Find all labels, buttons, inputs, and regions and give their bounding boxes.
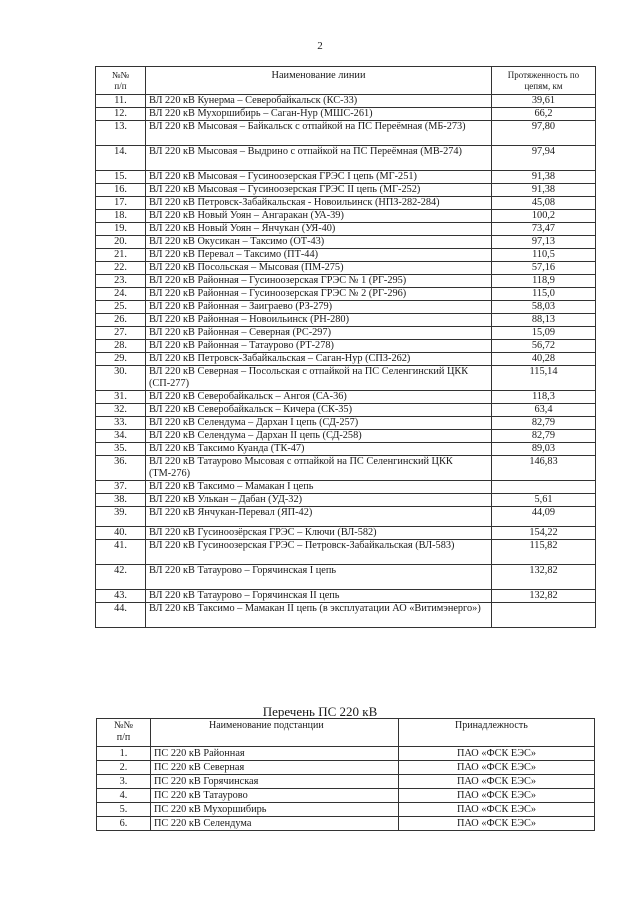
line-length: 132,82 <box>492 590 596 603</box>
row-number: 33. <box>96 417 146 430</box>
line-length: 56,72 <box>492 340 596 353</box>
line-length: 40,28 <box>492 353 596 366</box>
line-name: ВЛ 220 кВ Гусиноозерская ГРЭС – Петровск-Забайкальская (ВЛ-583) <box>146 540 492 565</box>
line-length: 110,5 <box>492 249 596 262</box>
col-header-num: №№ п/п <box>96 67 146 95</box>
table-row <box>96 275 596 288</box>
table-row <box>96 366 596 391</box>
line-name: ВЛ 220 кВ Районная – Заиграево (РЗ-279) <box>146 301 492 314</box>
line-length: 100,2 <box>492 210 596 223</box>
line-length: 44,09 <box>492 507 596 527</box>
line-name: ВЛ 220 кВ Улькан – Дабан (УД-32) <box>146 494 492 507</box>
col-header-line-name: Наименование линии <box>146 67 492 95</box>
line-name: ВЛ 220 кВ Мухоршибирь – Саган-Нур (МШС-261) <box>146 108 492 121</box>
line-length: 82,79 <box>492 417 596 430</box>
line-length: 58,03 <box>492 301 596 314</box>
row-number: 3. <box>97 775 151 789</box>
substation-owner: ПАО «ФСК ЕЭС» <box>399 803 595 817</box>
line-name: ВЛ 220 кВ Таксимо – Мамакан I цепь <box>146 481 492 494</box>
table-row <box>96 481 596 494</box>
line-name: ВЛ 220 кВ Кунерма – Северобайкальск (КС-33) <box>146 95 492 108</box>
line-length: 82,79 <box>492 430 596 443</box>
row-number: 35. <box>96 443 146 456</box>
col-header-substation-name: Наименование подстанции <box>151 719 399 747</box>
substation-name: ПС 220 кВ Районная <box>151 747 399 761</box>
line-name: ВЛ 220 кВ Селендума – Дархан II цепь (СД-258) <box>146 430 492 443</box>
table-row <box>96 340 596 353</box>
col-header-length: Протяженность по цепям, км <box>492 67 596 95</box>
line-length: 88,13 <box>492 314 596 327</box>
row-number: 14. <box>96 146 146 171</box>
row-number: 32. <box>96 404 146 417</box>
table-row <box>96 353 596 366</box>
line-name: ВЛ 220 кВ Мысовая – Выдрино с отпайкой на ПС Переёмная (МВ-274) <box>146 146 492 171</box>
table-row <box>96 391 596 404</box>
line-length: 89,03 <box>492 443 596 456</box>
row-number: 39. <box>96 507 146 527</box>
row-number: 6. <box>97 817 151 831</box>
row-number: 44. <box>96 603 146 628</box>
power-lines-table <box>95 66 596 628</box>
line-name: ВЛ 220 кВ Окусикан – Таксимо (ОТ-43) <box>146 236 492 249</box>
line-length: 115,82 <box>492 540 596 565</box>
row-number: 28. <box>96 340 146 353</box>
line-length: 97,80 <box>492 121 596 146</box>
row-number: 15. <box>96 171 146 184</box>
row-number: 30. <box>96 366 146 391</box>
line-name: ВЛ 220 кВ Районная – Гусиноозерская ГРЭС № 1 (РГ-295) <box>146 275 492 288</box>
table-row <box>96 249 596 262</box>
table-row <box>97 761 595 775</box>
row-number: 40. <box>96 527 146 540</box>
line-name: ВЛ 220 кВ Татаурово Мысовая с отпайкой на ПС Селенгинский ЦКК (ТМ-276) <box>146 456 492 481</box>
line-name: ВЛ 220 кВ Районная – Северная (РС-297) <box>146 327 492 340</box>
row-number: 26. <box>96 314 146 327</box>
line-length: 57,16 <box>492 262 596 275</box>
table-row <box>96 210 596 223</box>
line-length: 91,38 <box>492 184 596 197</box>
table-row <box>96 95 596 108</box>
line-name: ВЛ 220 кВ Мысовая – Гусиноозерская ГРЭС I цепь (МГ-251) <box>146 171 492 184</box>
line-name: ВЛ 220 кВ Таксимо – Мамакан II цепь (в эксплуатации АО «Витимэнерго») <box>146 603 492 628</box>
table-row <box>97 817 595 831</box>
row-number: 18. <box>96 210 146 223</box>
table-row <box>96 184 596 197</box>
line-name: ВЛ 220 кВ Янчукан-Перевал (ЯП-42) <box>146 507 492 527</box>
row-number: 31. <box>96 391 146 404</box>
line-length: 132,82 <box>492 565 596 590</box>
line-name: ВЛ 220 кВ Татаурово – Горячинская II цепь <box>146 590 492 603</box>
table-row <box>96 121 596 146</box>
line-length: 97,13 <box>492 236 596 249</box>
substations-title: Перечень ПС 220 кВ <box>262 704 378 719</box>
line-name: ВЛ 220 кВ Районная – Татаурово (РТ-278) <box>146 340 492 353</box>
substation-owner: ПАО «ФСК ЕЭС» <box>399 789 595 803</box>
row-number: 20. <box>96 236 146 249</box>
line-name: ВЛ 220 кВ Татаурово – Горячинская I цепь <box>146 565 492 590</box>
col-header-owner: Принадлежность <box>399 719 595 747</box>
substation-owner: ПАО «ФСК ЕЭС» <box>399 775 595 789</box>
table-row <box>96 507 596 527</box>
row-number: 19. <box>96 223 146 236</box>
table-row <box>96 288 596 301</box>
line-length <box>492 603 596 628</box>
table-row <box>96 527 596 540</box>
table-row <box>96 494 596 507</box>
substation-owner: ПАО «ФСК ЕЭС» <box>399 817 595 831</box>
line-name: ВЛ 220 кВ Северобайкальск – Кичера (СК-35) <box>146 404 492 417</box>
row-number: 37. <box>96 481 146 494</box>
table-row <box>96 590 596 603</box>
row-number: 16. <box>96 184 146 197</box>
row-number: 11. <box>96 95 146 108</box>
table-row <box>96 108 596 121</box>
row-number: 25. <box>96 301 146 314</box>
line-length: 154,22 <box>492 527 596 540</box>
line-length: 146,83 <box>492 456 596 481</box>
line-name: ВЛ 220 кВ Северная – Посольская с отпайкой на ПС Селенгинский ЦКК (СП-277) <box>146 366 492 391</box>
substation-name: ПС 220 кВ Селендума <box>151 817 399 831</box>
line-length: 115,14 <box>492 366 596 391</box>
row-number: 5. <box>97 803 151 817</box>
line-name: ВЛ 220 кВ Таксимо Куанда (ТК-47) <box>146 443 492 456</box>
table-row <box>96 236 596 249</box>
table-row <box>96 301 596 314</box>
line-name: ВЛ 220 кВ Перевал – Таксимо (ПТ-44) <box>146 249 492 262</box>
table-row <box>96 327 596 340</box>
table-row <box>96 540 596 565</box>
table-row <box>96 171 596 184</box>
row-number: 24. <box>96 288 146 301</box>
line-name: ВЛ 220 кВ Мысовая – Байкальск с отпайкой на ПС Переёмная (МБ-273) <box>146 121 492 146</box>
substation-name: ПС 220 кВ Северная <box>151 761 399 775</box>
line-length: 15,09 <box>492 327 596 340</box>
substations-table <box>96 718 595 831</box>
row-number: 2. <box>97 761 151 775</box>
line-name: ВЛ 220 кВ Новый Уоян – Янчукан (УЯ-40) <box>146 223 492 236</box>
table-row <box>97 747 595 761</box>
row-number: 34. <box>96 430 146 443</box>
line-length: 63,4 <box>492 404 596 417</box>
row-number: 41. <box>96 540 146 565</box>
line-length: 5,61 <box>492 494 596 507</box>
row-number: 36. <box>96 456 146 481</box>
table-row <box>96 146 596 171</box>
line-name: ВЛ 220 кВ Селендума – Дархан I цепь (СД-257) <box>146 417 492 430</box>
table-row <box>96 223 596 236</box>
line-length: 115,0 <box>492 288 596 301</box>
line-length: 118,3 <box>492 391 596 404</box>
table-row <box>96 197 596 210</box>
page-number: 2 <box>317 40 323 52</box>
table-row <box>96 262 596 275</box>
row-number: 13. <box>96 121 146 146</box>
row-number: 1. <box>97 747 151 761</box>
line-name: ВЛ 220 кВ Мысовая – Гусиноозерская ГРЭС II цепь (МГ-252) <box>146 184 492 197</box>
table-row <box>96 456 596 481</box>
line-name: ВЛ 220 кВ Гусиноозёрская ГРЭС – Ключи (ВЛ-582) <box>146 527 492 540</box>
row-number: 23. <box>96 275 146 288</box>
substation-name: ПС 220 кВ Татаурово <box>151 789 399 803</box>
line-name: ВЛ 220 кВ Новый Уоян – Ангаракан (УА-39) <box>146 210 492 223</box>
row-number: 22. <box>96 262 146 275</box>
line-length: 118,9 <box>492 275 596 288</box>
col-header-num: №№ п/п <box>97 719 151 747</box>
table-row <box>96 603 596 628</box>
row-number: 12. <box>96 108 146 121</box>
line-length <box>492 481 596 494</box>
row-number: 4. <box>97 789 151 803</box>
substation-name: ПС 220 кВ Горячинская <box>151 775 399 789</box>
row-number: 42. <box>96 565 146 590</box>
line-name: ВЛ 220 кВ Петровск-Забайкальская – Саган-Нур (СПЗ-262) <box>146 353 492 366</box>
table-row <box>96 417 596 430</box>
line-length: 45,08 <box>492 197 596 210</box>
line-name: ВЛ 220 кВ Районная – Новоильинск (РН-280) <box>146 314 492 327</box>
row-number: 21. <box>96 249 146 262</box>
row-number: 43. <box>96 590 146 603</box>
row-number: 38. <box>96 494 146 507</box>
line-length: 39,61 <box>492 95 596 108</box>
substation-owner: ПАО «ФСК ЕЭС» <box>399 761 595 775</box>
line-length: 97,94 <box>492 146 596 171</box>
substation-owner: ПАО «ФСК ЕЭС» <box>399 747 595 761</box>
table-row <box>96 430 596 443</box>
row-number: 27. <box>96 327 146 340</box>
line-name: ВЛ 220 кВ Посольская – Мысовая (ПМ-275) <box>146 262 492 275</box>
table-row <box>97 775 595 789</box>
line-length: 91,38 <box>492 171 596 184</box>
row-number: 29. <box>96 353 146 366</box>
line-name: ВЛ 220 кВ Петровск-Забайкальская - Новоильинск (НПЗ-282-284) <box>146 197 492 210</box>
line-length: 66,2 <box>492 108 596 121</box>
substation-name: ПС 220 кВ Мухоршибирь <box>151 803 399 817</box>
line-length: 73,47 <box>492 223 596 236</box>
line-name: ВЛ 220 кВ Северобайкальск – Ангоя (СА-36) <box>146 391 492 404</box>
row-number: 17. <box>96 197 146 210</box>
table-row <box>97 789 595 803</box>
table-row <box>97 803 595 817</box>
table-row <box>96 443 596 456</box>
table-row <box>96 314 596 327</box>
line-name: ВЛ 220 кВ Районная – Гусиноозерская ГРЭС № 2 (РГ-296) <box>146 288 492 301</box>
table-row <box>96 565 596 590</box>
table-row <box>96 404 596 417</box>
